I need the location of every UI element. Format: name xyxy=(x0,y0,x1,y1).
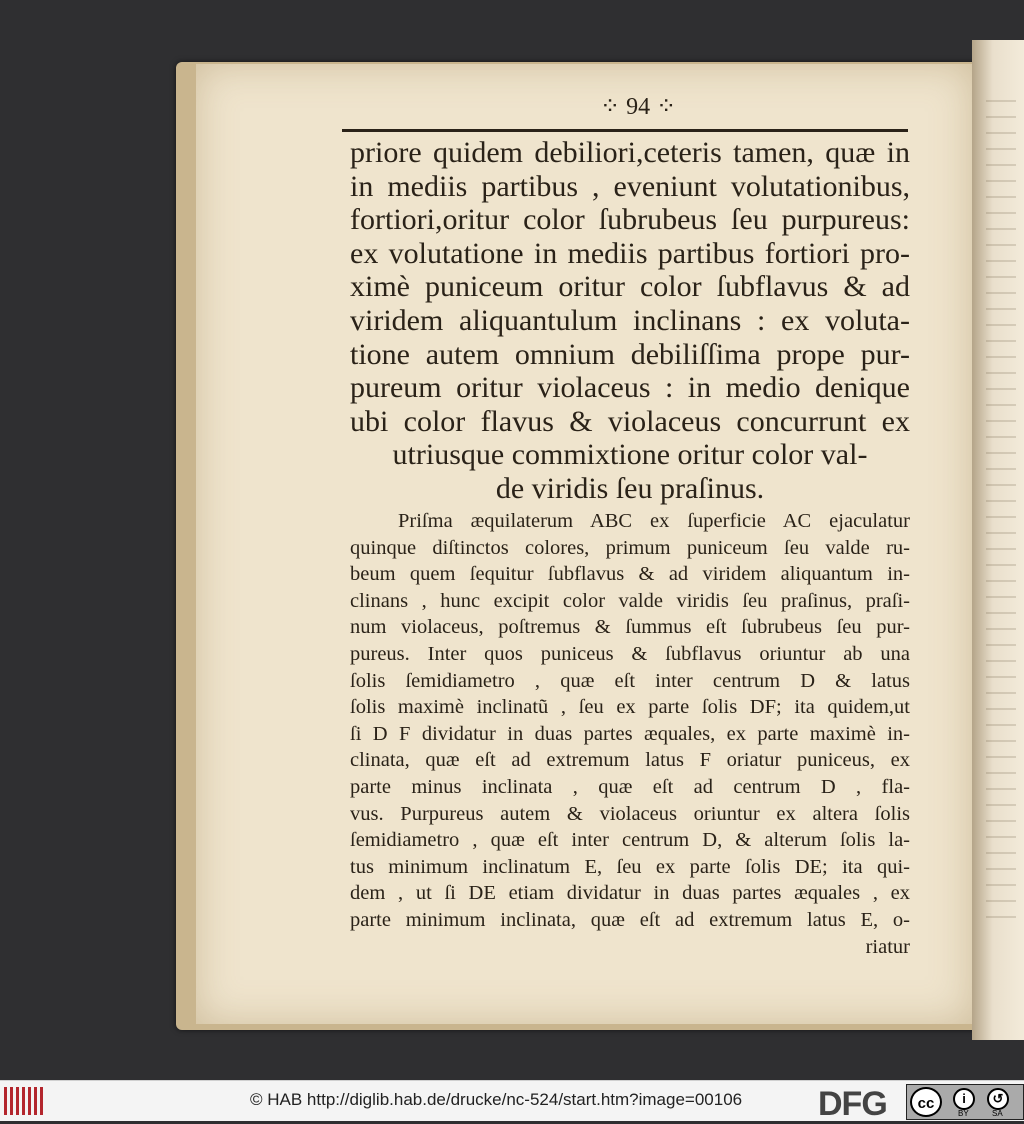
text-line: priore quidem debiliori,ceteris tamen, quæ in xyxy=(350,136,910,169)
cc-by-label: BY xyxy=(958,1109,969,1118)
header-rule xyxy=(342,129,908,132)
attribution-icon: i xyxy=(953,1088,975,1110)
text-line: ſolis ſemidiametro , quæ eſt inter centrum D & latus xyxy=(350,669,910,692)
large-text-block xyxy=(350,136,910,506)
ornament-right-icon: ⁘ xyxy=(656,94,677,120)
text-line: ximè puniceum oritur color ſubflavus & ad xyxy=(350,270,910,304)
text-line: ſi D F dividatur in duas partes æquales, ex parte maximè in- xyxy=(350,722,910,745)
dfg-logo[interactable]: DFG xyxy=(818,1085,887,1123)
copyright-link[interactable]: © HAB http://diglib.hab.de/drucke/nc-524/start.htm?image=00106 xyxy=(250,1090,743,1109)
viewer-footer xyxy=(0,1080,1024,1121)
text-line: Priſma æquilaterum ABC ex ſuperficie AC ejaculatur xyxy=(398,510,910,532)
cc-logo-icon: cc xyxy=(910,1087,942,1117)
page-header xyxy=(600,92,676,121)
text-line: ex volutatione in mediis partibus fortiori pro- xyxy=(350,236,910,270)
page-number: 94 xyxy=(626,94,651,120)
text-line: tus minimum inclinatum E, ſeu ex parte ſolis DE; ita qui- xyxy=(350,855,910,878)
text-line: ſemidiametro , quæ eſt inter centrum D, & alterum ſolis la- xyxy=(350,829,910,852)
text-line: in mediis partibus , eveniunt volutationibus, xyxy=(350,169,910,203)
hab-logo[interactable] xyxy=(4,1087,44,1115)
ornament-left-icon: ⁘ xyxy=(600,94,621,120)
text-line: quinque diſtinctos colores, primum puniceum ſeu valde ru- xyxy=(350,536,910,559)
facing-page-bleed xyxy=(986,100,1016,920)
text-line: beum quem ſequitur ſubflavus & ad viridem aliquantum in- xyxy=(350,563,910,586)
text-line: num violaceus, poſtremus & ſummus eſt ſubrubeus ſeu pur- xyxy=(350,616,910,639)
text-line: viridem aliquantulum inclinans : ex voluta- xyxy=(350,303,910,337)
cc-license-badge[interactable] xyxy=(906,1084,1024,1120)
text-line: utriusque commixtione oritur color val- xyxy=(392,438,868,472)
text-line: ubi color flavus & violaceus concurrunt ex xyxy=(350,404,910,438)
small-text-block xyxy=(350,508,910,960)
text-line: clinans , hunc excipit color valde viridis ſeu praſinus, praſi- xyxy=(350,589,910,612)
text-line: dem , ut ſi DE etiam dividatur in duas partes æquales , ex xyxy=(350,882,910,905)
text-line: vus. Purpureus autem & violaceus oriuntur ex altera ſolis xyxy=(350,802,910,825)
text-line: pureus. Inter quos puniceus & ſubflavus oriuntur ab una xyxy=(350,642,910,665)
text-line: ſolis maximè inclinatũ , ſeu ex parte ſolis DF; ita quidem,ut xyxy=(350,696,910,719)
text-line: parte minimum inclinata, quæ eſt ad extremum latus E, o- xyxy=(350,908,910,931)
text-line: tione autem omnium debiliſſima prope pur- xyxy=(350,337,910,371)
text-line: clinata, quæ eſt ad extremum latus F oriatur puniceus, ex xyxy=(350,749,910,772)
cc-sa-label: SA xyxy=(992,1109,1003,1118)
text-line: fortiori,oritur color ſubrubeus ſeu purpureus: xyxy=(350,203,910,237)
catchword: riatur xyxy=(865,935,910,958)
share-alike-icon: ↺ xyxy=(987,1088,1009,1110)
text-line: pureum oritur violaceus : in medio denique xyxy=(350,371,910,405)
text-line: parte minus inclinata , quæ eſt ad centrum D , fla- xyxy=(350,775,910,798)
text-line: de viridis ſeu praſinus. xyxy=(495,471,765,505)
